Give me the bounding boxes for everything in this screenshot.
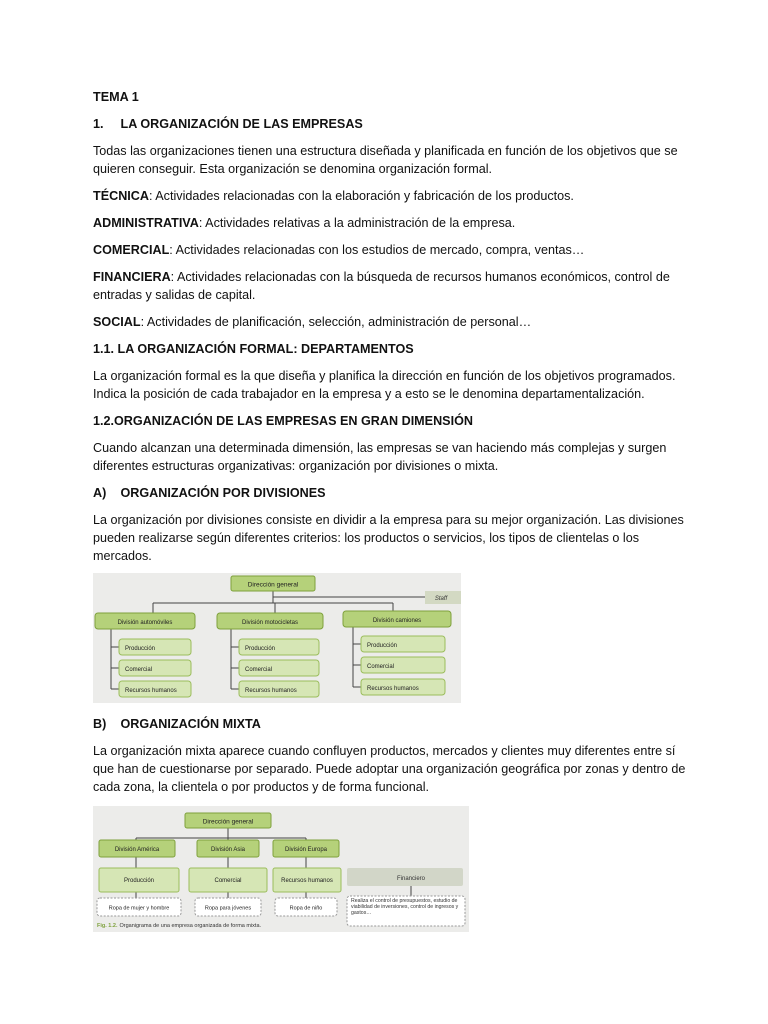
section-a-text: La organización por divisiones consiste en dividir a la empresa para su mejor organización. Las divisiones pueden realizarse según diferentes criterios: los productos o servicios, los tipos de clientelas o los mercados. [93, 513, 684, 563]
section-number: A) [93, 486, 107, 500]
function-label: Financiero [396, 876, 426, 882]
item-term: COMERCIAL [93, 243, 170, 257]
item-text: : Actividades relacionadas con la elaboración y fabricación de los productos. [148, 189, 574, 203]
item-financiera [93, 268, 693, 304]
section-1-2-heading [93, 412, 693, 430]
division-label: División automóviles [117, 620, 173, 626]
unit-label: Recursos humanos [245, 688, 297, 694]
section-title: ORGANIZACIÓN MIXTA [120, 717, 261, 731]
unit-label: Recursos humanos [125, 688, 177, 694]
unit-label: Producción [125, 646, 156, 652]
unit-label: Comercial [367, 664, 395, 670]
section-1-heading [93, 115, 693, 133]
division-label: División camiones [372, 618, 422, 624]
section-title: LA ORGANIZACIÓN FORMAL: DEPARTAMENTOS [117, 342, 414, 356]
mixed-org-chart [93, 806, 693, 932]
section-a-heading [93, 484, 693, 502]
division-label: División Asia [210, 847, 246, 853]
divisions-org-chart [93, 573, 693, 703]
function-label: Comercial [214, 878, 242, 884]
section-number: 1.1. [93, 342, 115, 356]
item-tecnica [93, 187, 693, 205]
document-page [93, 88, 693, 941]
product-label: Ropa de niño [289, 905, 323, 912]
function-label: Recursos humanos [281, 878, 333, 884]
topic-title: TEMA 1 [93, 90, 139, 104]
item-text: : Actividades de planificación, selección, administración de personal… [140, 315, 532, 329]
item-comercial [93, 241, 693, 259]
unit-label: Producción [367, 643, 398, 649]
item-term: FINANCIERA [93, 270, 171, 284]
unit-label: Comercial [245, 667, 273, 673]
division-label: División América [114, 847, 160, 853]
section-title: ORGANIZACIÓN DE LAS EMPRESAS EN GRAN DIMENSIÓN [114, 414, 473, 428]
caption-text: Organigrama de una empresa organizada de forma mixta. [119, 923, 262, 929]
unit-label: Producción [245, 646, 276, 652]
item-social [93, 313, 693, 331]
item-administrativa [93, 214, 693, 232]
section-title: ORGANIZACIÓN POR DIVISIONES [120, 486, 326, 500]
section-number: 1. [93, 117, 104, 131]
unit-label: Comercial [125, 667, 153, 673]
unit-label: Recursos humanos [367, 686, 419, 692]
section-number: B) [93, 717, 107, 731]
section-b-heading [93, 715, 693, 733]
section-number: 1.2. [93, 414, 115, 428]
section-1-1-text: La organización formal es la que diseña y planifica la dirección en función de los objetivos programados. Indica la posición de cada trabajador en la empresa y a esto se le denomina departamentalización. [93, 369, 676, 401]
product-label: Ropa de mujer y hombre [108, 905, 170, 912]
item-term: SOCIAL [93, 315, 141, 329]
item-term: TÉCNICA [93, 189, 149, 203]
section-1-2-text: Cuando alcanzan una determinada dimensión, las empresas se van haciendo más complejas y surgen diferentes estructuras organizativas: organización por divisiones o mixta. [93, 441, 667, 473]
figure-caption [97, 923, 262, 929]
section-title: LA ORGANIZACIÓN DE LAS EMPRESAS [120, 117, 363, 131]
division-label: División motocicletas [241, 620, 299, 626]
item-text: : Actividades relacionadas con los estudios de mercado, compra, ventas… [169, 243, 585, 257]
section-1-1-heading [93, 340, 693, 358]
division-label: División Europa [284, 847, 328, 853]
item-term: ADMINISTRATIVA [93, 216, 199, 230]
section-b-text: La organización mixta aparece cuando confluyen productos, mercados y clientes muy diferentes entre sí que han de cuestionarse por separado. Puede adoptar una organización geográfica por zonas y dentro de cada zona, la clientela o por productos y de forma funcional. [93, 744, 686, 794]
product-label: Ropa para jóvenes [204, 905, 252, 912]
item-text: : Actividades relacionadas con la búsqueda de recursos humanos económicos, control de entradas y salidas de capital. [93, 270, 670, 302]
section-1-intro: Todas las organizaciones tienen una estructura diseñada y planificada en función de los objetivos que se quieren conseguir. Esta organización se denomina organización formal. [93, 144, 678, 176]
item-text: : Actividades relativas a la administración de la empresa. [198, 216, 516, 230]
top-management-label: Dirección general [247, 581, 299, 589]
financial-note: Realiza el control de presupuestos, estudio de viabilidad de inversiones, control de ingresos y gastos… [351, 898, 459, 917]
function-label: Producción [123, 878, 155, 884]
staff-label: Staff [434, 596, 448, 602]
top-management-label: Dirección general [202, 818, 254, 826]
caption-label: Fig. 1.2. [97, 923, 118, 929]
